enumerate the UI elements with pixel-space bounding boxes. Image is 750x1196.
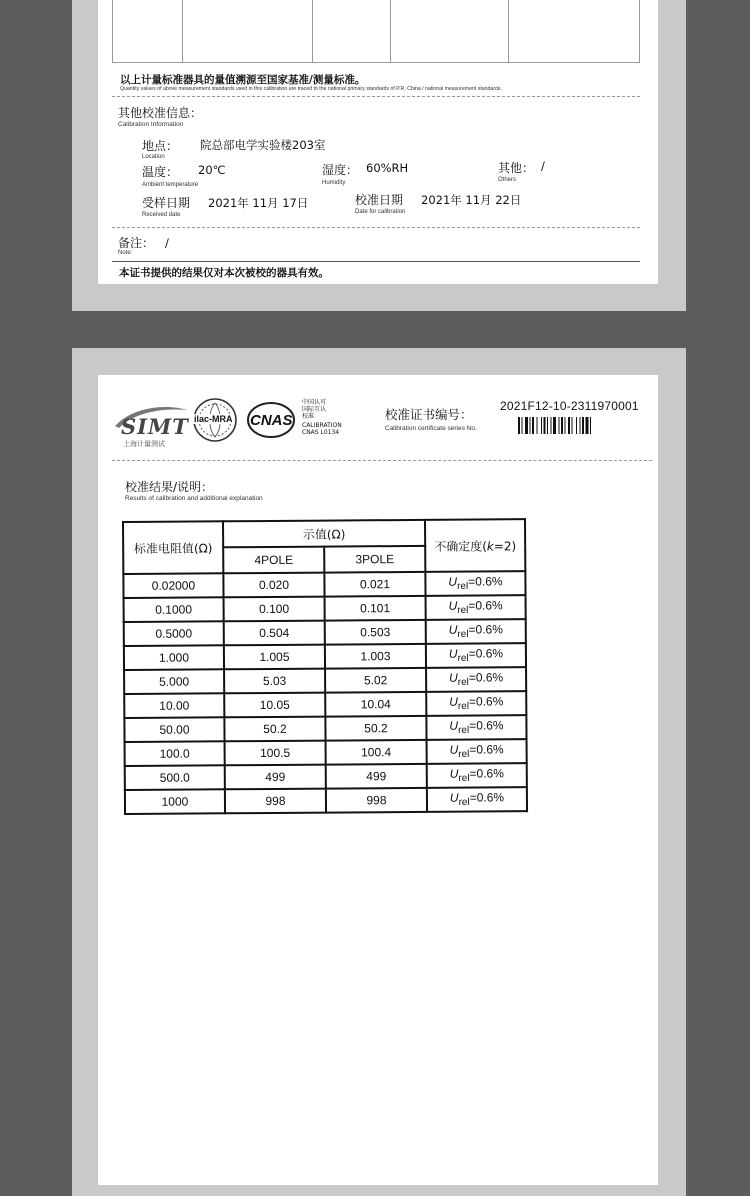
standard-value-cell: 5.000 [124,669,224,694]
ilac-text: ilac-MRA [194,414,233,424]
header-uncertainty-prefix: 不确定度( [434,538,487,554]
uncertainty-value: =0.6% [468,694,504,709]
uncertainty-cell [426,691,526,716]
location-label: 地点： [142,139,179,153]
uncertainty-cell [427,739,527,764]
temperature-value: 20℃ [198,163,226,177]
calibration-date-label: 校准日期 [355,193,404,207]
temperature-label: 温度： [142,165,179,179]
barcode-bar [568,417,570,434]
u-symbol: U [449,718,459,734]
uncertainty-value: =0.6% [469,766,504,781]
barcode-bar [537,417,538,434]
reading-4pole-cell: 5.03 [224,669,325,694]
table-row [124,643,526,670]
uncertainty-cell [426,643,526,668]
table-row [125,787,527,814]
u-subscript: rel [457,701,470,713]
barcode-bar [553,417,556,434]
humidity-value: 60%RH [366,161,409,175]
table-row [124,691,526,718]
cnas-caption [302,399,342,436]
cnas-caption-line: 中国认可 [302,399,327,406]
uncertainty-cell [427,763,527,788]
results-heading-en: Results of calibration and additional explanation [125,495,263,502]
divider [112,460,652,461]
u-symbol: U [449,790,459,806]
barcode-bar [530,417,531,434]
u-subscript: rel [458,725,470,737]
standard-value-cell: 0.1000 [124,597,224,622]
standard-value-cell: 1.000 [124,645,224,670]
table-row [125,739,527,766]
uncertainty-cell [427,787,527,812]
barcode-bar [586,417,589,434]
humidity-label-en: Humidity [322,180,346,186]
barcode-bar [576,417,577,434]
temperature-label-en: Ambient temperature [142,182,199,188]
calibration-results-table [122,518,528,815]
header-uncertainty-suffix: =2) [493,538,517,553]
coverage-factor-k: k [486,538,494,553]
reading-4pole-cell: 50.2 [224,717,325,742]
reading-4pole-cell: 10.05 [224,693,325,718]
standard-value-cell: 500.0 [125,765,225,790]
uncertainty-value: =0.6% [469,718,504,733]
reading-4pole-cell: 998 [225,789,326,814]
received-date-label-en: Received date [142,212,181,218]
table-row [125,763,527,790]
uncertainty-cell [426,667,526,692]
received-date-label: 受样日期 [142,196,191,210]
barcode-bar [522,417,523,434]
standard-value-cell: 0.5000 [124,621,224,646]
barcode-bar [559,417,560,434]
u-subscript: rel [457,581,469,593]
traceability-statement-cn: 以上计量标准器具的量值溯源至国家基准/测量标准。 [120,74,366,86]
ilac-mra-logo [192,397,238,443]
u-subscript: rel [458,749,470,761]
divider [112,261,640,262]
cnas-caption-en: CALIBRATION [302,422,342,429]
humidity-label: 湿度： [322,163,359,177]
reading-4pole-cell: 499 [225,765,326,790]
cnas-logo [246,400,296,440]
header-3pole: 3POLE [324,546,425,573]
cnas-text: CNAS [250,412,293,429]
u-symbol: U [449,766,459,782]
divider [112,96,640,97]
received-date-value: 2021年 11月 17日 [208,196,309,210]
uncertainty-value: =0.6% [468,598,503,613]
reading-3pole-cell: 998 [326,788,427,813]
barcode-bar [525,417,528,434]
cnas-caption-line: 校准 [302,413,315,420]
barcode-bar [590,417,591,434]
reading-4pole-cell: 0.100 [224,597,325,622]
location-value: 院总部电学实验楼203室 [200,138,326,152]
location-label-en: Location [142,154,165,160]
reading-3pole-cell: 0.101 [325,596,426,621]
uncertainty-value: =0.6% [469,742,504,757]
others-label: 其他： [498,161,535,175]
others-value: / [541,159,545,173]
certificate-barcode [518,417,636,434]
header-4pole: 4POLE [223,547,324,574]
u-symbol: U [448,646,458,662]
reading-4pole-cell: 0.504 [224,621,325,646]
certificate-number-label-en: Calibration certificate series No. [385,425,477,432]
uncertainty-value: =0.6% [468,574,503,589]
header-standard-resistance: 标准电阻值(Ω) [123,521,223,574]
simt-subtitle: 上海计量测试 [123,440,165,448]
uncertainty-value: =0.6% [468,646,504,661]
reading-3pole-cell: 5.02 [325,668,426,693]
reading-3pole-cell: 100.4 [326,740,427,765]
uncertainty-cell [426,715,526,740]
reading-3pole-cell: 1.003 [325,644,426,669]
table-row [124,715,526,742]
calibration-date-label-en: Date for calibration [355,209,406,215]
reading-3pole-cell: 50.2 [325,716,426,741]
u-symbol: U [448,598,458,614]
validity-statement: 本证书提供的结果仅对本次被校的器具有效。 [119,267,329,279]
reading-4pole-cell: 100.5 [225,741,326,766]
barcode-bar [541,417,542,434]
uncertainty-cell [426,595,526,620]
other-info-heading: 其他校准信息： [118,106,203,120]
certificate-number: 2021F12-10-2311970001 [500,399,639,413]
header-uncertainty [425,519,525,572]
u-subscript: rel [457,677,469,689]
note-value: / [165,236,169,250]
reading-3pole-cell: 499 [326,764,427,789]
u-symbol: U [448,574,458,590]
standard-value-cell: 100.0 [125,741,225,766]
reading-4pole-cell: 0.020 [223,573,324,598]
results-heading: 校准结果/说明： [125,480,214,494]
header-indication: 示值(Ω) [223,520,425,547]
reading-4pole-cell: 1.005 [224,645,325,670]
others-label-en: Others [498,177,517,183]
table-row [123,571,525,598]
reading-3pole-cell: 10.04 [325,692,426,717]
reading-3pole-cell: 0.503 [325,620,426,645]
divider [112,227,640,228]
u-symbol: U [448,622,458,638]
table-row [124,619,526,646]
barcode-bar [582,417,584,434]
u-subscript: rel [458,773,470,785]
u-symbol: U [449,694,458,710]
u-symbol: U [449,742,459,758]
standard-value-cell: 50.00 [124,717,224,742]
barcode-bar [551,417,552,434]
traceability-statement-en: Quantity values of above measurement standards used in this calibration are traced to the national primary standards of P.R. China / national measurement standards. [120,86,502,92]
uncertainty-value: =0.6% [468,670,504,685]
barcode-bar [561,417,563,434]
barcode-bar [547,417,548,434]
simt-logo [113,404,189,448]
note-label-en: Note: [118,250,133,256]
calibration-date-value: 2021年 11月 22日 [421,193,522,207]
u-subscript: rel [457,605,469,617]
uncertainty-cell [426,619,526,644]
table-row [124,667,526,694]
u-subscript: rel [457,629,469,641]
uncertainty-value: =0.6% [469,790,505,805]
uncertainty-value: =0.6% [468,622,503,637]
u-subscript: rel [458,797,470,809]
other-info-heading-en: Calibration Information [118,121,184,128]
reading-3pole-cell: 0.021 [324,572,425,597]
u-symbol: U [448,670,458,686]
cnas-caption-line: 国际互认 [302,406,327,413]
simt-wordmark: SIMT [121,414,189,439]
barcode-bar [580,417,581,434]
table-row [124,595,526,622]
standard-value-cell: 1000 [125,789,225,814]
standards-table-bottom [112,0,640,62]
barcode-bar [544,417,546,434]
barcode-bar [532,417,534,434]
barcode-bar [565,417,566,434]
cnas-accreditation-number: CNAS L0134 [302,429,340,436]
certificate-number-label: 校准证书编号： [385,407,473,422]
barcode-bar [572,417,573,434]
barcode-bar [518,417,520,434]
uncertainty-cell [425,571,525,596]
u-subscript: rel [457,653,469,665]
standard-value-cell: 0.02000 [123,573,223,598]
standard-value-cell: 10.00 [124,693,224,718]
note-label: 备注： [118,236,155,250]
